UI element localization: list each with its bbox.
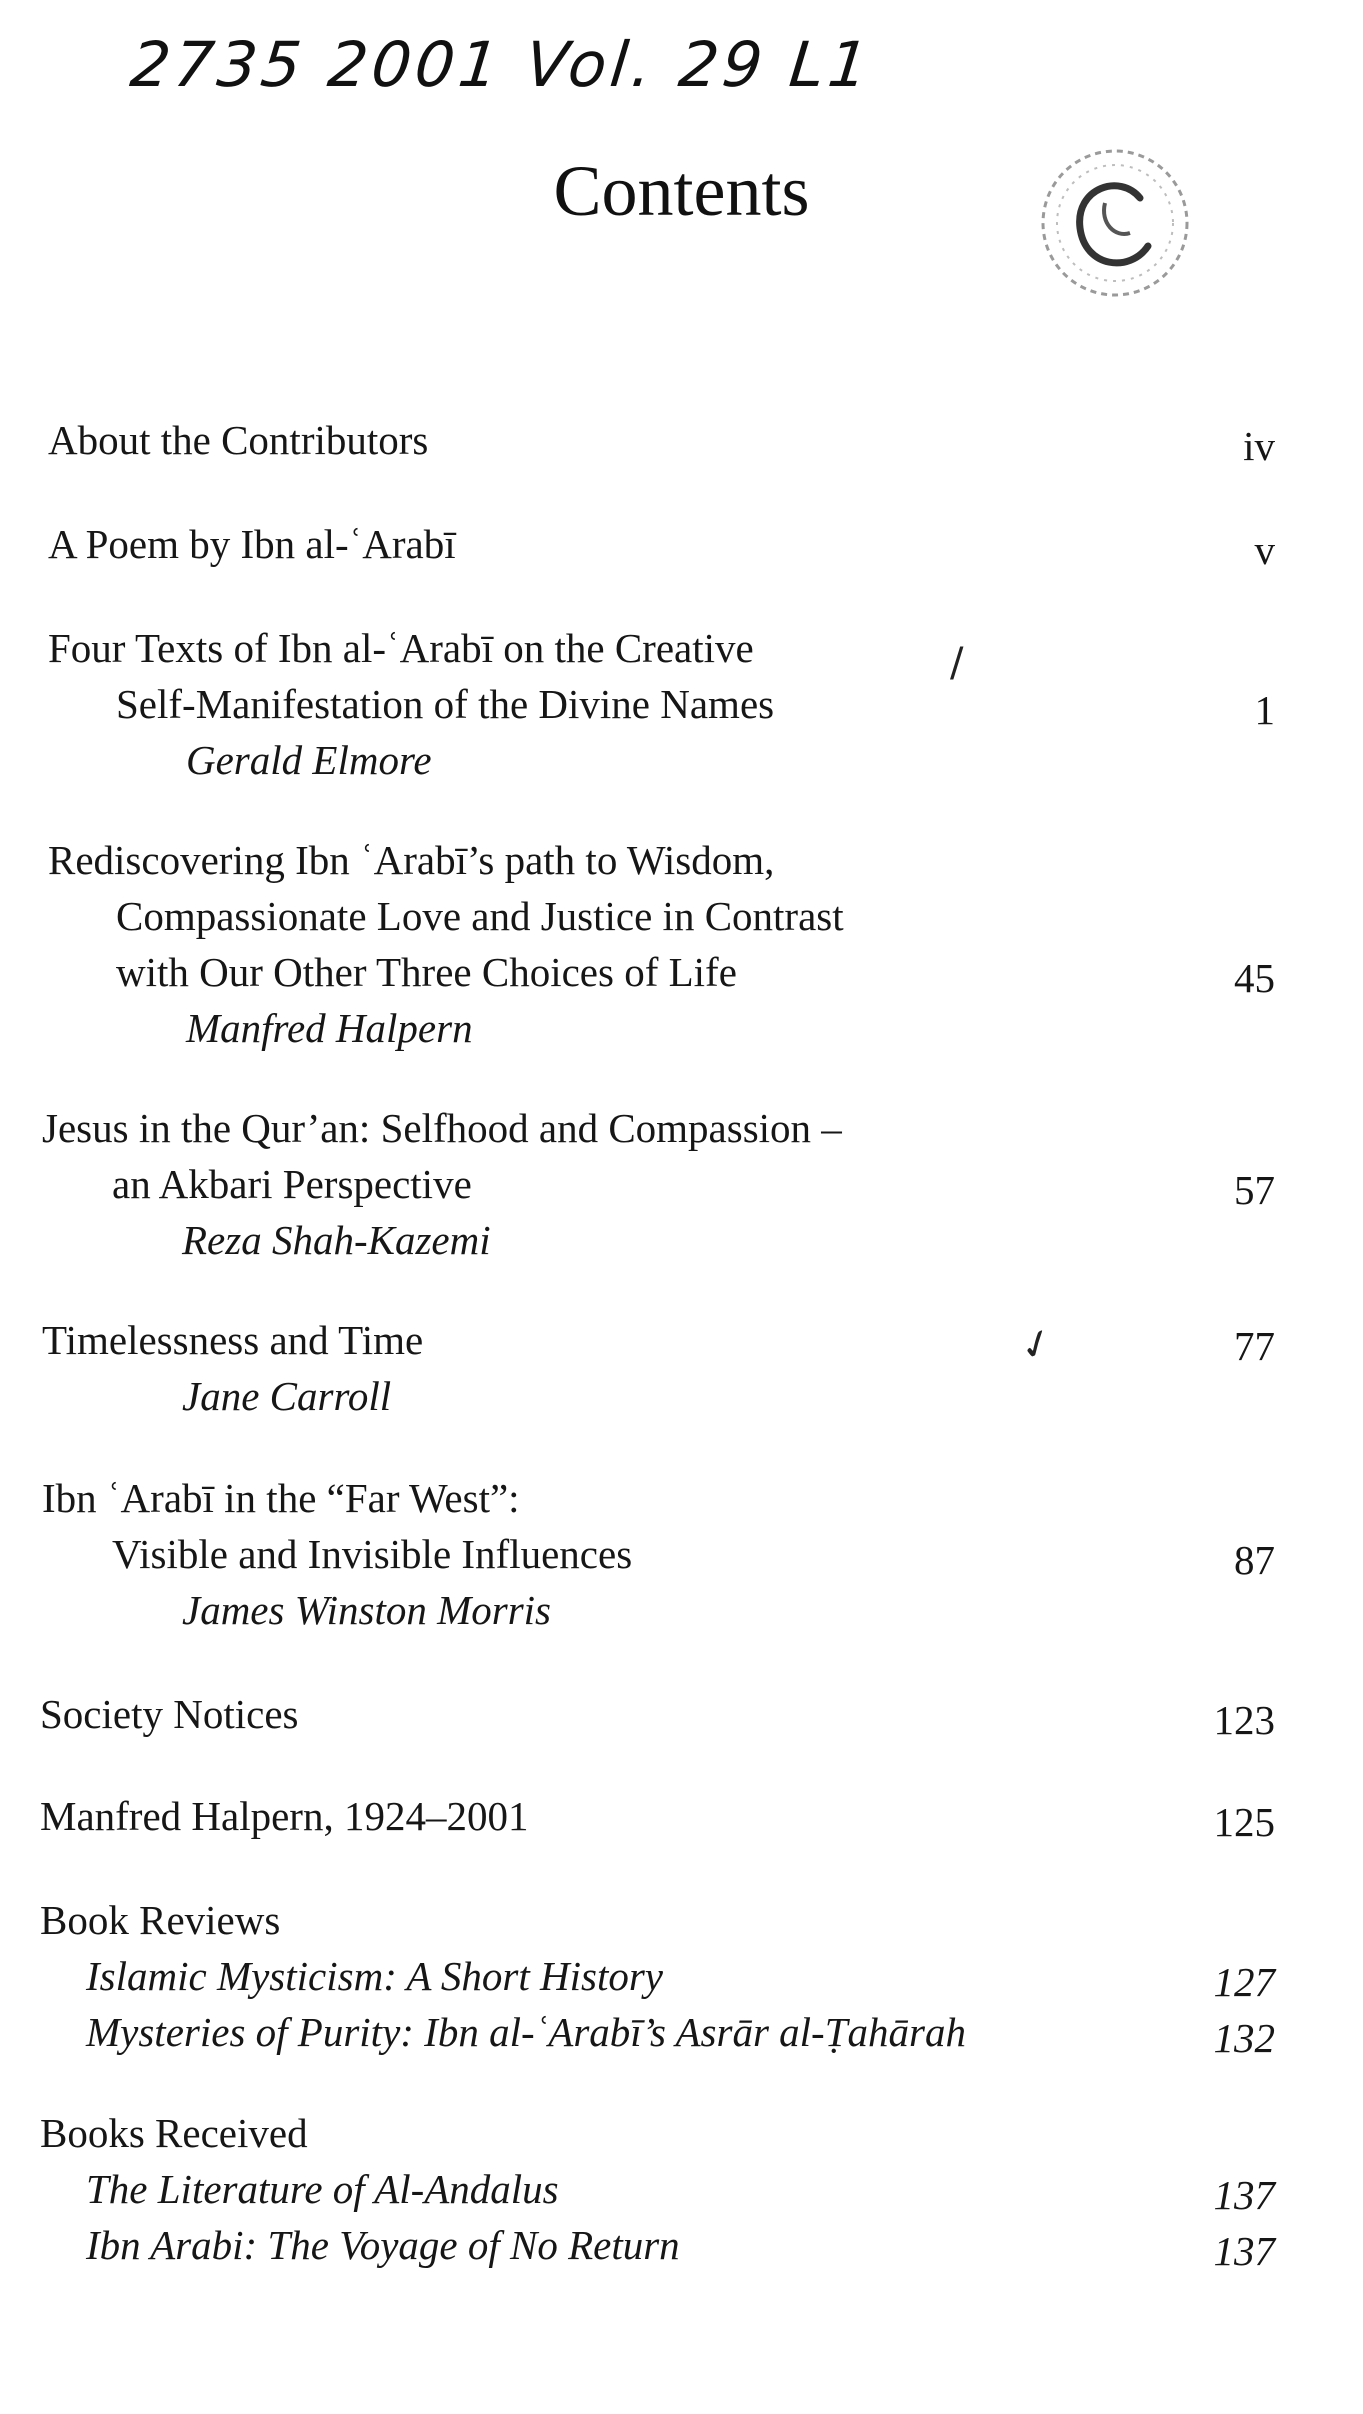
page-number: 137 — [1213, 2172, 1275, 2218]
book-reviews-section — [0, 1892, 1363, 2060]
handwritten-reference: 2735 2001 Vol. 29 L1 — [127, 28, 876, 101]
page-number: 132 — [1213, 2015, 1275, 2061]
received-item — [0, 2217, 1363, 2273]
pencil-checkmark-icon: ✓ — [1013, 1317, 1061, 1373]
page-number: 123 — [1213, 1697, 1275, 1743]
entry-author: Reza Shah-Kazemi — [182, 1217, 491, 1263]
page-number: 125 — [1213, 1799, 1275, 1845]
books-received-section — [0, 2105, 1363, 2273]
review-item — [0, 2004, 1363, 2060]
toc-entry — [0, 1312, 1363, 1424]
page-number: v — [1254, 527, 1275, 573]
pencil-mark-icon: / — [950, 640, 964, 686]
section-heading: Book Reviews — [40, 1897, 281, 1943]
received-item — [0, 2161, 1363, 2217]
entry-author: Manfred Halpern — [186, 1005, 473, 1051]
entry-author: Gerald Elmore — [186, 737, 432, 783]
page-number: 127 — [1213, 1959, 1275, 2005]
section-heading: Books Received — [40, 2110, 308, 2156]
entry-title: Ibn ʿArabī in the “Far West”: — [42, 1475, 520, 1521]
page-number: 57 — [1234, 1167, 1275, 1213]
toc-entry — [0, 412, 1363, 468]
entry-title-continued: Compassionate Love and Justice in Contrast — [116, 893, 844, 939]
page-number: 77 — [1234, 1323, 1275, 1369]
toc-entry — [0, 516, 1363, 572]
toc-entry — [0, 1788, 1363, 1844]
entry-title: Rediscovering Ibn ʿArabī’s path to Wisdom, — [48, 837, 775, 883]
entry-title-continued: an Akbari Perspective — [112, 1161, 472, 1207]
entry-title: About the Contributors — [48, 417, 429, 463]
entry-author: Jane Carroll — [182, 1373, 392, 1419]
review-title: Mysteries of Purity: Ibn al-ʿArabī’s Asrār al-Ṭahārah — [86, 2009, 966, 2055]
entry-author: James Winston Morris — [182, 1587, 551, 1633]
received-title: The Literature of Al-Andalus — [86, 2166, 559, 2212]
page-number: 45 — [1234, 955, 1275, 1001]
entry-title: Society Notices — [40, 1691, 299, 1737]
toc-entry — [0, 1470, 1363, 1638]
entry-title: Four Texts of Ibn al-ʿArabī on the Creative — [48, 625, 754, 671]
entry-title: A Poem by Ibn al-ʿArabī — [48, 521, 456, 567]
toc-entry — [0, 832, 1363, 1056]
review-title: Islamic Mysticism: A Short History — [86, 1953, 664, 1999]
entry-title: Jesus in the Qur’an: Selfhood and Compassion – — [42, 1105, 842, 1151]
entry-title-continued: Self-Manifestation of the Divine Names — [116, 681, 775, 727]
received-title: Ibn Arabi: The Voyage of No Return — [86, 2222, 680, 2268]
entry-title: Manfred Halpern, 1924–2001 — [40, 1793, 529, 1839]
entry-title-continued: Visible and Invisible Influences — [112, 1531, 633, 1577]
page-number: iv — [1243, 423, 1275, 469]
page-number: 87 — [1234, 1537, 1275, 1583]
page-number: 137 — [1213, 2228, 1275, 2274]
toc-entry — [0, 1100, 1363, 1268]
page-number: 1 — [1254, 687, 1275, 733]
toc-entry — [0, 620, 1363, 788]
entry-title-continued: with Our Other Three Choices of Life — [116, 949, 737, 995]
toc-entry — [0, 1686, 1363, 1742]
entry-title: Timelessness and Time — [42, 1317, 424, 1363]
review-item — [0, 1948, 1363, 2004]
page-title: Contents — [553, 151, 810, 231]
